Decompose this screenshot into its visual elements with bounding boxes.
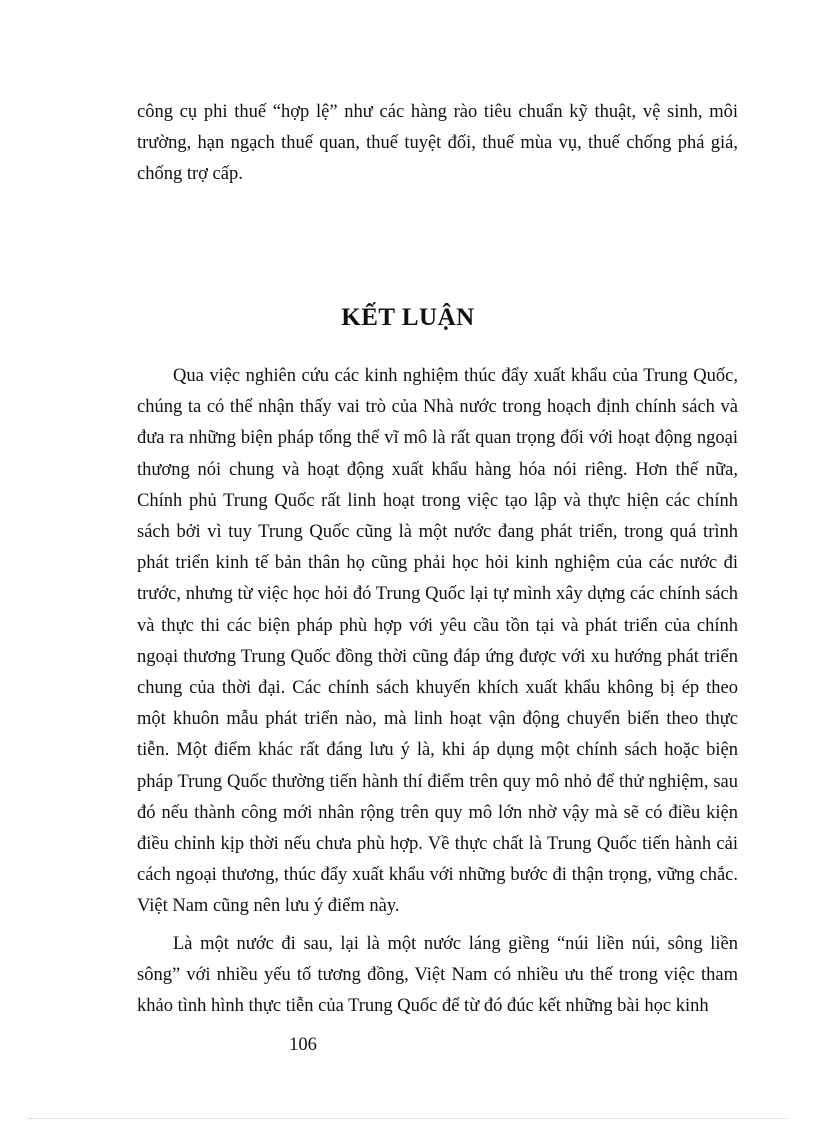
body-paragraph-1: Qua việc nghiên cứu các kinh nghiệm thúc đẩy xuất khẩu của Trung Quốc, chúng ta có thể nhận thấy vai trò của Nhà nước trong hoạch định chính sách và đưa ra những biện pháp tổng thể vĩ mô là rất quan trọng đối với hoạt động ngoại thương nói chung và hoạt động xuất khẩu hàng hóa nói riêng. Hơn thế nữa, Chính phủ Trung Quốc rất linh hoạt trong việc tạo lập và thực hiện các chính sách bởi vì tuy Trung Quốc cũng là một nước đang phát triển, trong quá trình phát triển kinh tế bản thân họ cũng phải học hỏi kinh nghiệm của các nước đi trước, nhưng từ việc học hỏi đó Trung Quốc lại tự mình xây dựng các chính sách và thực thi các biện pháp phù hợp với yêu cầu tồn tại và phát triển của chính ngoại thương Trung Quốc đồng thời cũng đáp ứng được với xu hướng phát triển chung của thời đại. Các chính sách khuyến khích xuất khẩu không bị ép theo một khuôn mẫu phát triển nào, mà linh hoạt vận động chuyển biến theo thực tiễn. Một điểm khác rất đáng lưu ý là, khi áp dụng một chính sách hoặc biện pháp Trung Quốc thường tiến hành thí điểm trên quy mô nhỏ để thử nghiệm, sau đó nếu thành công mới nhân rộng trên quy mô lớn nhờ vậy mà sẽ có điều kiện điều chỉnh kịp thời nếu chưa phù hợp. Về thực chất là Trung Quốc tiến hành cải cách ngoại thương, thúc đẩy xuất khẩu với những bước đi thận trọng, vững chắc. Việt Nam cũng nên lưu ý điểm này. — [137, 366, 738, 917]
bottom-divider — [28, 1118, 788, 1119]
lead-paragraph: công cụ phi thuế “hợp lệ” như các hàng rào tiêu chuẩn kỹ thuật, vệ sinh, môi trường, hạn ngạch thuế quan, thuế tuyệt đối, thuế mùa vụ, thuế chống phá giá, chống trợ cấp. — [137, 102, 738, 185]
lead-text-block — [137, 97, 738, 191]
page-number: 106 — [289, 1035, 317, 1055]
section-title: KẾT LUẬN — [341, 304, 475, 331]
body-text-block — [137, 361, 738, 1028]
body-paragraph-2: Là một nước đi sau, lại là một nước láng giềng “núi liền núi, sông liền sông” với nhiều yếu tố tương đồng, Việt Nam có nhiều ưu thế trong việc tham khảo tình hình thực tiễn của Trung Quốc để từ đó đúc kết những bài học kinh — [137, 933, 738, 1017]
